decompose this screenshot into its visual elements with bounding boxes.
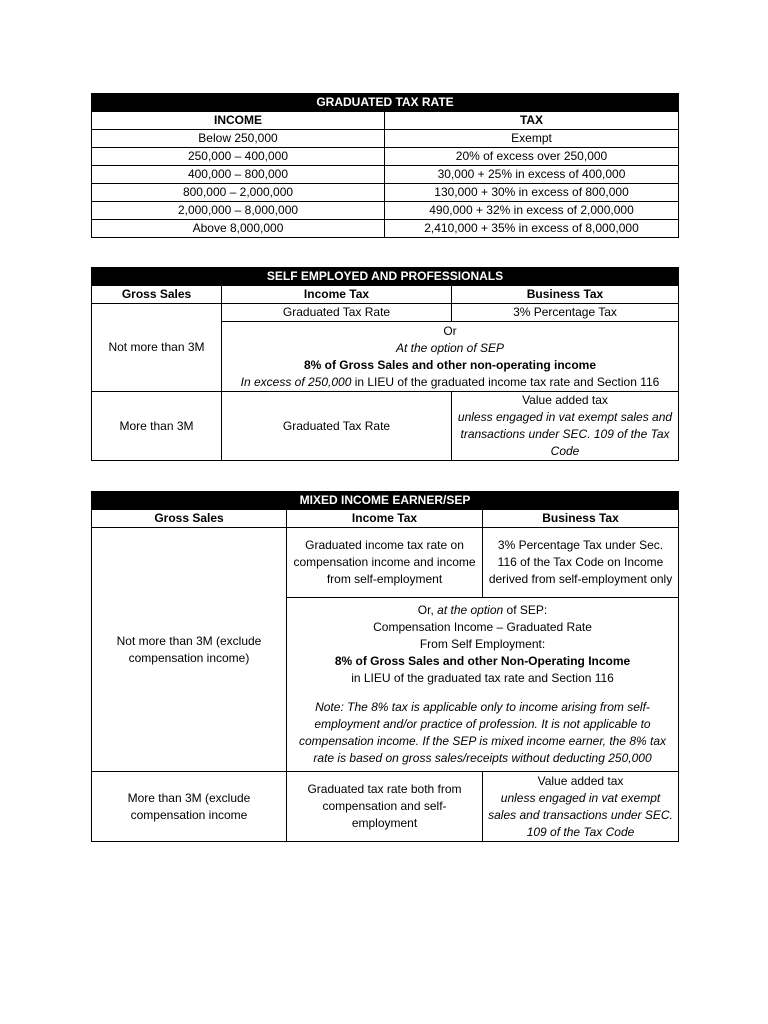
income-cell: 2,000,000 – 8,000,000 xyxy=(92,202,385,220)
income-cell: Below 250,000 xyxy=(92,130,385,148)
option-or-line xyxy=(291,602,674,619)
income-cell: 250,000 – 400,000 xyxy=(92,148,385,166)
mixed-income-table xyxy=(91,491,679,842)
option-cell xyxy=(287,598,679,772)
vat-text: Value added tax xyxy=(522,393,608,407)
business-tax-cell xyxy=(452,392,679,461)
gross-sales-cell: More than 3M (exclude compensation income xyxy=(92,772,287,842)
table-row xyxy=(92,184,679,202)
spacer xyxy=(291,687,674,699)
column-header-business-tax: Business Tax xyxy=(452,286,679,304)
column-header-income-tax: Income Tax xyxy=(222,286,452,304)
vat-text: Value added tax xyxy=(537,773,624,788)
column-header-business-tax: Business Tax xyxy=(483,510,679,528)
self-employed-table xyxy=(91,267,679,461)
vat-exempt-text: unless engaged in vat exempt sales and transactions under SEC. 109 of the Tax Code xyxy=(457,410,673,458)
income-cell: 800,000 – 2,000,000 xyxy=(92,184,385,202)
tax-cell: 130,000 + 30% in excess of 800,000 xyxy=(385,184,679,202)
option-or-text: Or xyxy=(443,323,457,338)
option-excess-text: In excess of 250,000 xyxy=(240,374,352,389)
vat-exempt-text: unless engaged in vat exempt sales and transactions under SEC. 109 of the Tax Code xyxy=(488,790,673,839)
tax-cell: Exempt xyxy=(385,130,679,148)
gross-sales-cell: Not more than 3M (exclude compensation income) xyxy=(92,528,287,772)
option-sep-text: of SEP: xyxy=(503,603,548,617)
income-tax-cell: Graduated income tax rate on compensation income and income from self-employment xyxy=(287,528,483,598)
gross-sales-cell: More than 3M xyxy=(92,392,222,461)
business-tax-cell xyxy=(483,772,679,842)
compensation-text: Compensation Income – Graduated Rate xyxy=(373,620,592,634)
option-lieu-text: in LIEU of the graduated income tax rate and Section 116 xyxy=(351,374,660,389)
table-row xyxy=(92,202,679,220)
option-at-text: at the option xyxy=(437,603,504,617)
self-employment-text: From Self Employment: xyxy=(419,637,546,651)
table-title: GRADUATED TAX RATE xyxy=(92,94,679,112)
table-row xyxy=(92,166,679,184)
income-tax-cell: Graduated Tax Rate xyxy=(222,304,452,322)
option-eight-percent-text: 8% of Gross Sales and other non-operating income xyxy=(303,357,597,372)
column-header-income-tax: Income Tax xyxy=(287,510,483,528)
gross-sales-cell: Not more than 3M xyxy=(92,304,222,392)
income-tax-cell: Graduated tax rate both from compensation and self-employment xyxy=(287,772,483,842)
tax-cell: 490,000 + 32% in excess of 2,000,000 xyxy=(385,202,679,220)
table-row xyxy=(92,220,679,238)
option-sep-text: At the option of SEP xyxy=(395,340,505,355)
option-lieu-line xyxy=(226,374,674,391)
business-tax-cell: 3% Percentage Tax under Sec. 116 of the Tax Code on Income derived from self-employment only xyxy=(483,528,679,598)
table-title: SELF EMPLOYED AND PROFESSIONALS xyxy=(92,268,679,286)
income-cell: 400,000 – 800,000 xyxy=(92,166,385,184)
option-or-text: Or, xyxy=(417,603,438,617)
option-lieu-text: in LIEU of the graduated tax rate and Section 116 xyxy=(351,671,614,685)
column-header-tax: TAX xyxy=(385,112,679,130)
business-tax-cell: 3% Percentage Tax xyxy=(452,304,679,322)
graduated-tax-rate-table xyxy=(91,93,679,238)
income-tax-cell: Graduated Tax Rate xyxy=(222,392,452,461)
income-cell: Above 8,000,000 xyxy=(92,220,385,238)
option-cell xyxy=(222,322,679,392)
column-header-gross-sales: Gross Sales xyxy=(92,286,222,304)
tax-cell: 2,410,000 + 35% in excess of 8,000,000 xyxy=(385,220,679,238)
table-title: MIXED INCOME EARNER/SEP xyxy=(92,492,679,510)
tax-cell: 20% of excess over 250,000 xyxy=(385,148,679,166)
column-header-income: INCOME xyxy=(92,112,385,130)
tax-cell: 30,000 + 25% in excess of 400,000 xyxy=(385,166,679,184)
table-row xyxy=(92,148,679,166)
column-header-gross-sales: Gross Sales xyxy=(92,510,287,528)
note-text: Note: The 8% tax is applicable only to income arising from self-employment and/or practice of profession. It is not applicable to compensation income. If the SEP is mixed income earner, the 8% tax rate is based on gross sales/receipts without deducting 250,000 xyxy=(298,700,667,765)
table-row xyxy=(92,130,679,148)
option-eight-percent-text: 8% of Gross Sales and other Non-Operating Income xyxy=(334,654,631,668)
